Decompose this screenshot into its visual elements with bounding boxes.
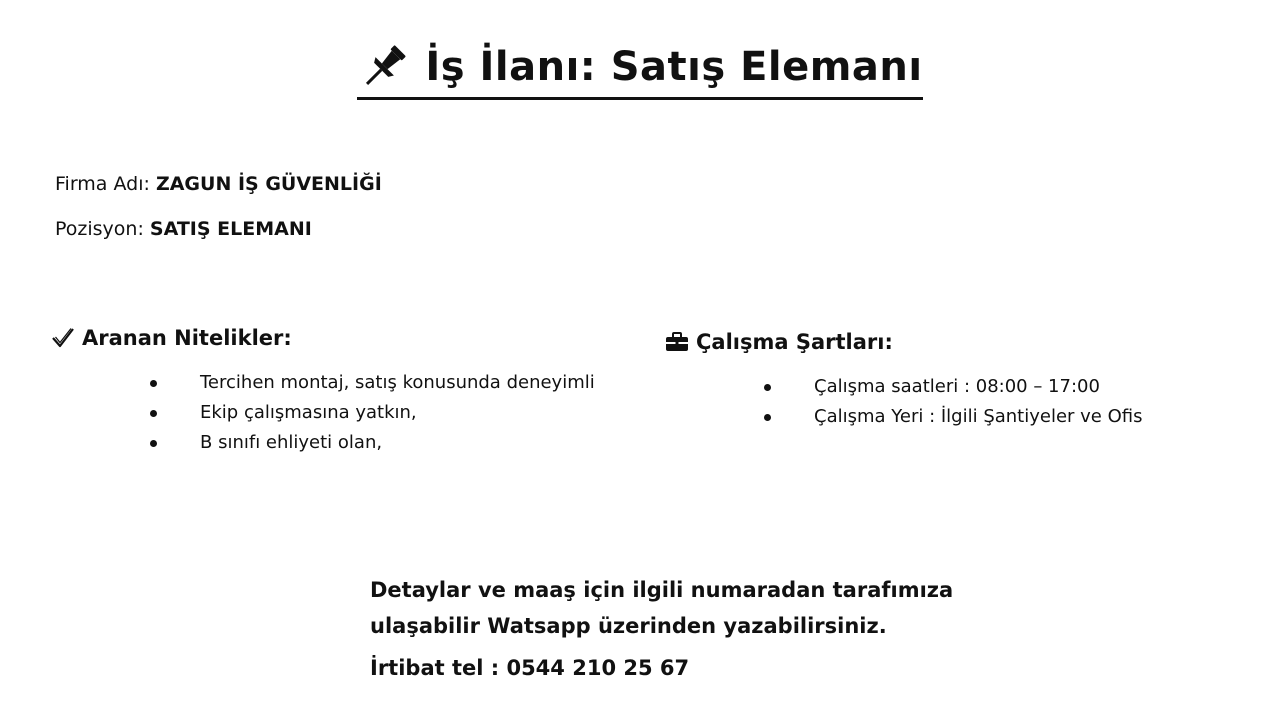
pushpin-icon (357, 40, 411, 94)
briefcase-icon (664, 330, 690, 354)
company-value: ZAGUN İŞ GÜVENLİĞİ (155, 173, 382, 195)
page-title (357, 40, 922, 100)
qualifications-list (150, 368, 595, 458)
position-line (55, 218, 312, 240)
contact-line-1: Detaylar ve maaş için ilgili numaradan tarafımıza (370, 578, 954, 602)
list-item: Çalışma saatleri : 08:00 – 17:00 (764, 372, 1143, 402)
list-item: Çalışma Yeri : İlgili Şantiyeler ve Ofis (764, 402, 1143, 432)
position-label: Pozisyon: (55, 218, 150, 240)
title-row (0, 40, 1280, 100)
list-item: Tercihen montaj, satış konusunda deneyimli (150, 368, 595, 398)
company-line (55, 173, 382, 195)
conditions-heading (664, 330, 893, 354)
conditions-list (764, 372, 1143, 432)
qualifications-heading-text: Aranan Nitelikler: (82, 326, 292, 350)
position-value: SATIŞ ELEMANI (149, 218, 312, 240)
list-item: Ekip çalışmasına yatkın, (150, 398, 595, 428)
contact-phone: İrtibat tel : 0544 210 25 67 (370, 656, 690, 680)
checkmark-icon (50, 326, 76, 350)
qualifications-heading (50, 326, 292, 350)
contact-line-2: ulaşabilir Watsapp üzerinden yazabilirsiniz. (370, 614, 887, 638)
company-label: Firma Adı: (55, 173, 156, 195)
list-item: B sınıfı ehliyeti olan, (150, 428, 595, 458)
conditions-heading-text: Çalışma Şartları: (696, 330, 893, 354)
page-title-text: İş İlanı: Satış Elemanı (425, 44, 923, 90)
